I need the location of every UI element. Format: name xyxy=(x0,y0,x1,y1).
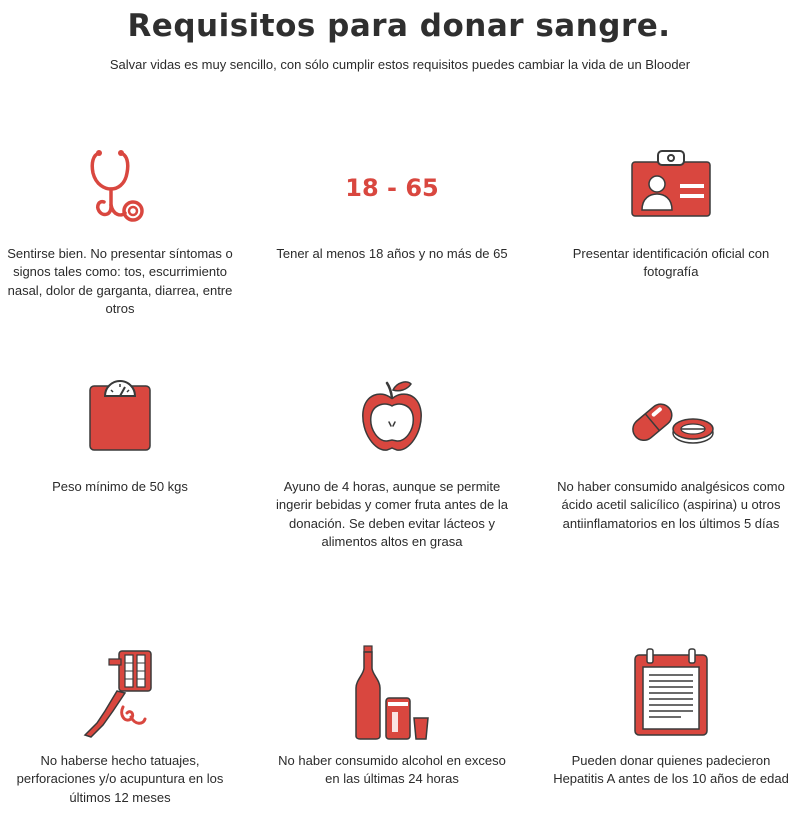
scale-icon xyxy=(87,378,153,452)
requirement-text: Sentirse bien. No presentar síntomas o signos tales como: tos, escurrimiento nasal, dolor de garganta, diarrea, entre otros xyxy=(7,246,233,316)
requirement-text: No haberse hecho tatuajes, perforaciones y/o acupuntura en los últimos 12 meses xyxy=(16,753,224,805)
id-card-icon xyxy=(630,148,712,218)
age-range-icon xyxy=(337,172,447,202)
tattoo-machine-icon xyxy=(75,645,165,739)
alcohol-icon xyxy=(350,644,434,740)
requirement-text: Pueden donar quienes padecieron Hepatitis A antes de los 10 años de edad xyxy=(553,753,789,787)
age-range-label: 18 - 65 xyxy=(345,174,439,202)
requirement-text: Presentar identificación oficial con fotografía xyxy=(572,246,770,280)
requirement-text: Ayuno de 4 horas, aunque se permite ingerir bebidas y comer fruta antes de la donación. Se deben evitar lácteos y alimentos altos en grasa xyxy=(276,479,508,549)
requirement-text: No haber consumido analgésicos como ácido acetil salicílico (aspirina) u otros antiinflamatorios en los últimos 5 días xyxy=(557,479,785,531)
apple-icon xyxy=(357,378,427,456)
page-subtitle: Salvar vidas es muy sencillo, con sólo cumplir estos requisitos puedes cambiar la vida de un Blooder xyxy=(109,57,691,72)
page-title: Requisitos para donar sangre. xyxy=(127,8,671,44)
stethoscope-icon xyxy=(85,145,155,225)
clipboard-icon xyxy=(631,645,711,737)
requirement-text: Tener al menos 18 años y no más de 65 xyxy=(276,246,508,261)
pills-icon xyxy=(625,393,717,453)
requirement-text: No haber consumido alcohol en exceso en las últimas 24 horas xyxy=(278,753,506,787)
requirement-text: Peso mínimo de 50 kgs xyxy=(52,479,188,494)
